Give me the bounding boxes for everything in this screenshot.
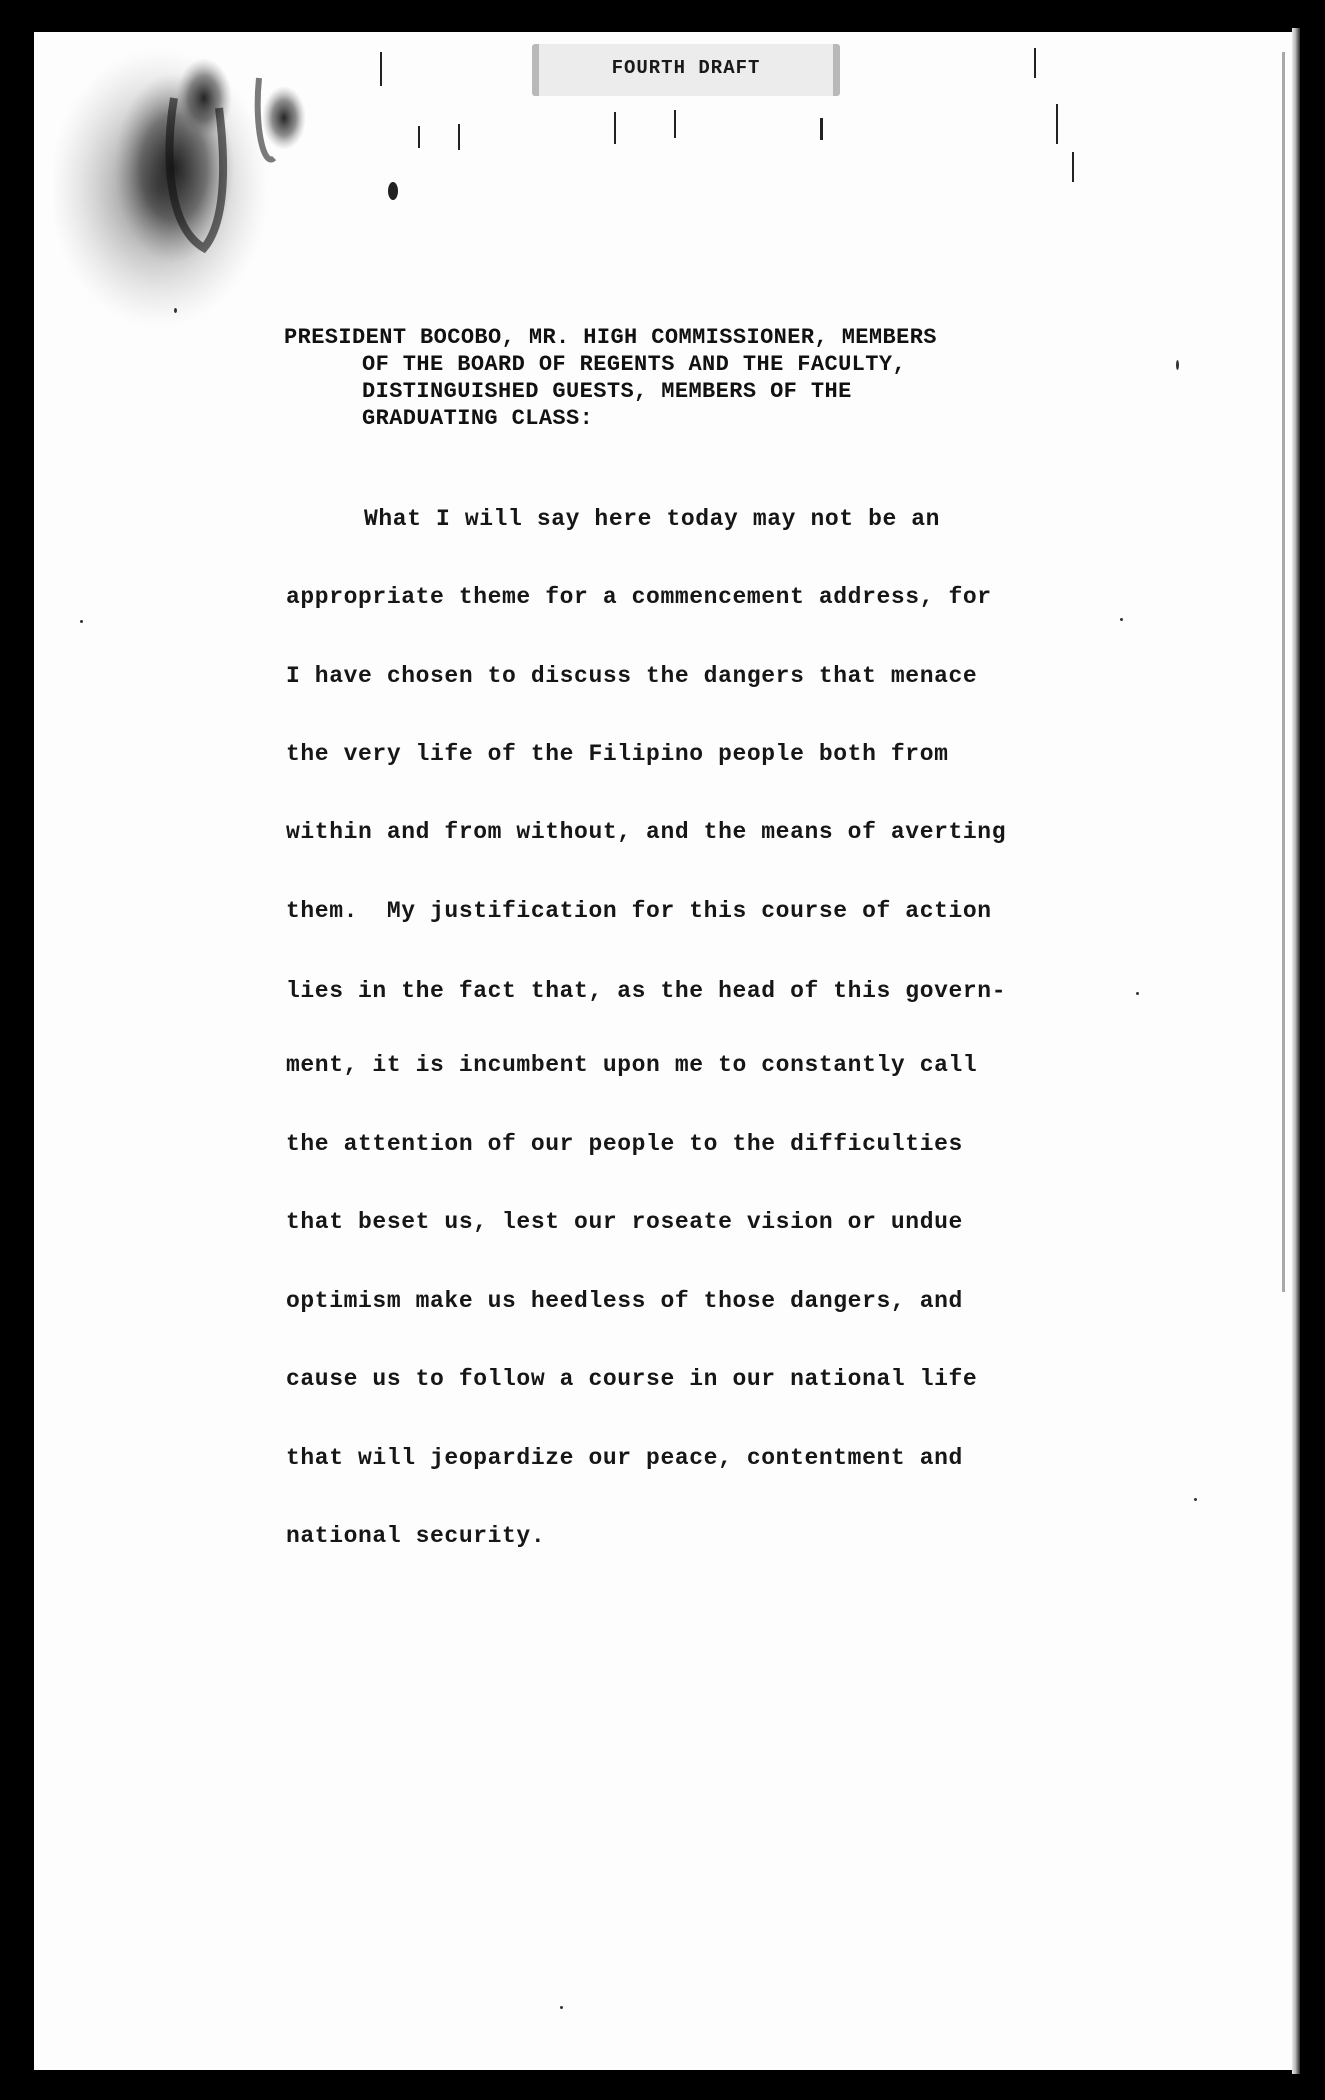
stray-speck <box>560 2006 563 2009</box>
body-line: cause us to follow a course in our national life <box>286 1366 978 1392</box>
body-line: the very life of the Filipino people both from <box>286 741 949 767</box>
stray-speck <box>1136 992 1139 995</box>
stray-mark <box>1282 52 1285 1292</box>
stray-mark <box>418 126 420 148</box>
page-edge-shadow <box>1292 28 1300 2074</box>
stray-speck <box>174 308 177 313</box>
stray-speck <box>80 620 83 623</box>
draft-label-text: FOURTH DRAFT <box>611 57 761 79</box>
body-line: that will jeopardize our peace, contentment and <box>286 1445 963 1471</box>
salutation-line: GRADUATING CLASS: <box>362 406 594 431</box>
stray-mark <box>1072 152 1074 182</box>
salutation-line: OF THE BOARD OF REGENTS AND THE FACULTY, <box>362 352 907 377</box>
stray-speck <box>1176 360 1179 370</box>
body-line: ment, it is incumbent upon me to constantly call <box>286 1052 978 1078</box>
body-line: What I will say here today may not be an <box>364 506 941 532</box>
salutation-line: PRESIDENT BOCOBO, MR. HIGH COMMISSIONER, MEMBERS <box>284 325 937 350</box>
stray-speck <box>1120 618 1123 621</box>
stray-mark <box>458 124 460 150</box>
body-line: optimism make us heedless of those dangers, and <box>286 1288 963 1314</box>
body-line: lies in the fact that, as the head of this govern- <box>286 978 1007 1004</box>
body-line: them. My justification for this course of action <box>286 898 992 924</box>
body-line: national security. <box>286 1523 546 1549</box>
stray-mark <box>1056 104 1058 144</box>
body-line: within and from without, and the means of averting <box>286 819 1007 845</box>
ink-blot-stain <box>54 38 314 338</box>
stray-speck <box>1194 1498 1197 1501</box>
body-line: appropriate theme for a commencement address, for <box>286 584 992 610</box>
body-line: I have chosen to discuss the dangers that menace <box>286 663 978 689</box>
stray-mark <box>674 110 676 138</box>
stray-mark <box>1034 48 1036 78</box>
body-line: that beset us, lest our roseate vision or undue <box>286 1209 963 1235</box>
stray-mark <box>820 118 823 140</box>
body-line: the attention of our people to the difficulties <box>286 1131 963 1157</box>
salutation-line: DISTINGUISHED GUESTS, MEMBERS OF THE <box>362 379 852 404</box>
salutation-block <box>284 324 1164 432</box>
stray-speck <box>388 182 398 200</box>
document-page <box>34 32 1292 2070</box>
stray-mark <box>380 52 382 86</box>
stray-mark <box>614 112 616 144</box>
draft-label-stamp <box>532 44 840 96</box>
